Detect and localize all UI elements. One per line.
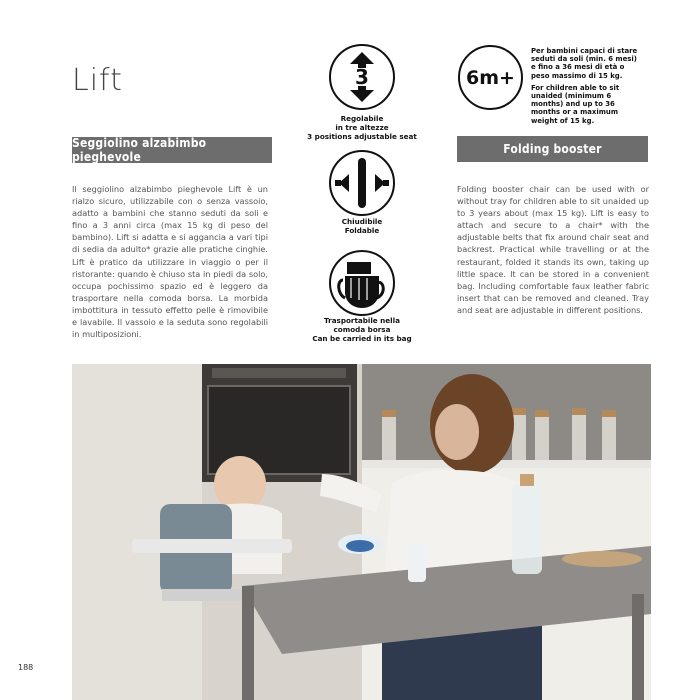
bag-caption: Trasportabile nella comoda borsa Can be carried in its bag (312, 316, 412, 343)
fold-icon (329, 150, 395, 216)
section-heading-it: Seggiolino alzabimbo pieghevole (72, 137, 272, 163)
product-photo (72, 364, 651, 700)
page-number: 188 (18, 663, 34, 672)
carry-bag-icon (329, 250, 395, 316)
age-badge: 6m+ (458, 45, 523, 110)
height-number: 3 (355, 65, 369, 89)
age-description: Per bambini capaci di stare seduti da soli (min. 6 mesi) e fino a 36 mesi di età o peso massimo di 15 kg. For children able to sit unaided (minimum 6 months) and up to 36 months or a maximum weight of 15 kg. (531, 47, 638, 125)
description-it: Il seggiolino alzabimbo pieghevole Lift è un rialzo sicuro, utilizzabile con o senza vassoio, adatto a bambini che stanno seduti da soli e fino a 3 anni circa (max 15 kg di peso del bambino). Lift si adatta e si aggancia a vari tipi di sedia da adulto* grazie alle pratiche cinghie. Lift è pratico da utilizzare in viaggio o per il ristorante: quando è chiuso sta in piedi da solo, occupa pochissimo spazio ed è leggero da trasportare nella comoda borsa. La morbida imbottitura in tessuto effetto pelle è rimovibile e lavabile. Il vassoio e la seduta sono regolabili in multiposizioni. (72, 184, 268, 340)
adjustable-caption: Regolabile in tre altezze 3 positions adjustable seat (307, 114, 417, 141)
foldable-caption: Chiudibile Foldable (341, 217, 383, 235)
section-heading-en: Folding booster (457, 136, 648, 162)
product-title: Lift (72, 63, 123, 98)
description-en: Folding booster chair can be used with or without tray for children able to sit unaided up to 3 years about (max 15 kg). Lift is easy to attach and secure to a chair* with the adjustable belts that fix around chair seat and backrest. Practical while travelling or at the restaurant, folded it stands its own, taking up little space. It can be stored in a convenient bag. Including comfortable faux leather fabric insert that can be removed and cleaned. Tray and seat are adjustable in different positions. (457, 184, 649, 315)
height-adjust-icon (329, 44, 395, 110)
